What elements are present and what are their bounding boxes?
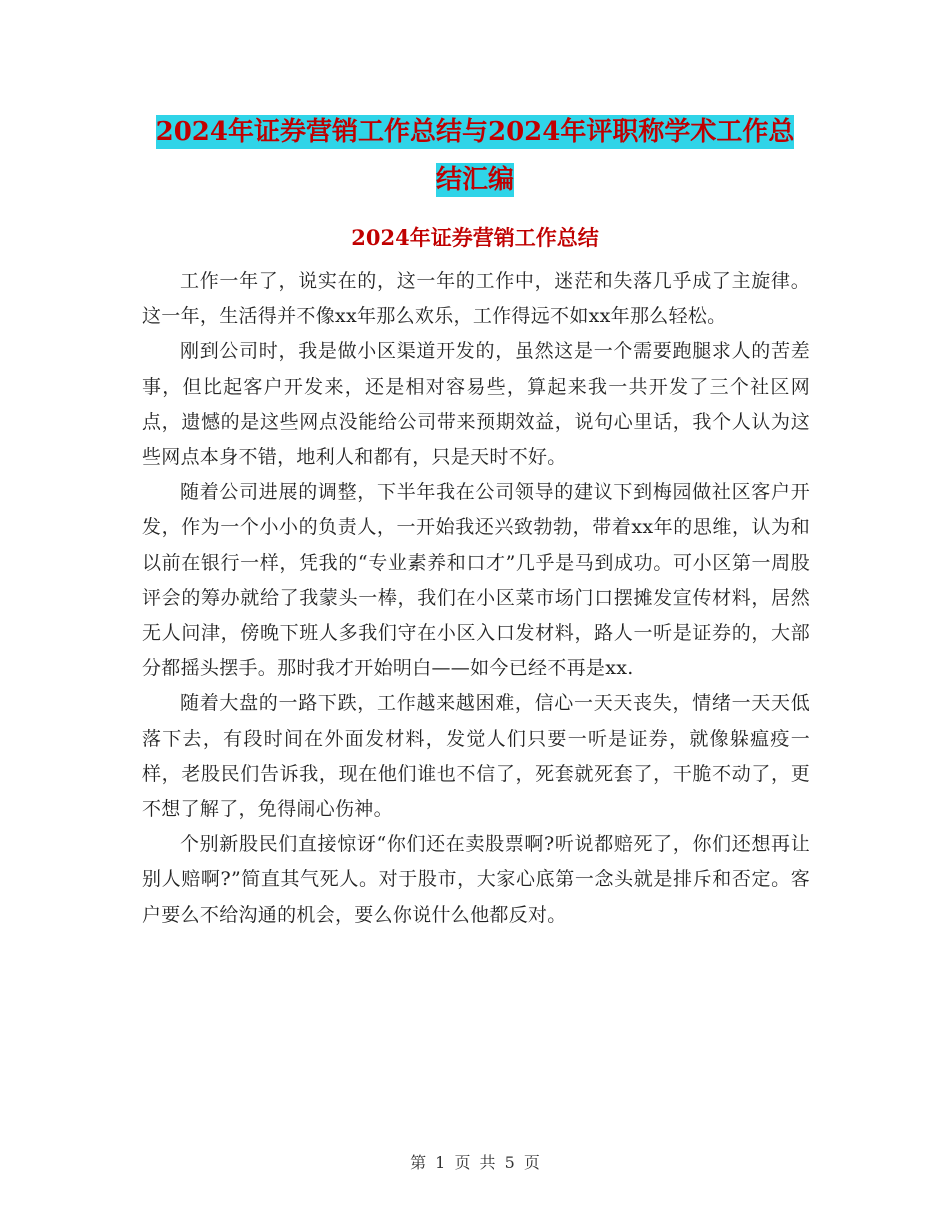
paragraph: 随着大盘的一路下跌，工作越来越困难，信心一天天丧失，情绪一天天低落下去，有段时间在外面发材料，发觉人们只要一听是证券，就像躲瘟疫一样，老股民们告诉我，现在他们谁也不信了，死套就死套了，干脆不动了，更不想了解了，免得闹心伤神。 <box>142 692 810 821</box>
paragraph: 工作一年了，说实在的，这一年的工作中，迷茫和失落几乎成了主旋律。这一年，生活得并不像xx年那么欢乐，工作得远不如xx年那么轻松。 <box>142 270 810 328</box>
document-title <box>140 108 810 204</box>
title-line-2: 结汇编 <box>435 165 514 195</box>
paragraph: 个别新股民们直接惊讶“你们还在卖股票啊?听说都赔死了，你们还想再让别人赔啊?”简直其气死人。对于股市，大家心底第一念头就是排斥和否定。客户要么不给沟通的机会，要么你说什么他都反对。 <box>142 833 810 926</box>
body-text <box>142 264 810 933</box>
title-line-1: 2024年证券营销工作总结与2024年评职称学术工作总 <box>155 117 795 147</box>
paragraph: 刚到公司时，我是做小区渠道开发的，虽然这是一个需要跑腿求人的苦差事，但比起客户开发来，还是相对容易些，算起来我一共开发了三个社区网点，遗憾的是这些网点没能给公司带来预期效益，说句心里话，我个人认为这些网点本身不错，地利人和都有，只是天时不好。 <box>142 340 810 469</box>
paragraph: 随着公司进展的调整，下半年我在公司领导的建议下到梅园做社区客户开发，作为一个小小的负责人，一开始我还兴致勃勃，带着xx年的思维，认为和以前在银行一样，凭我的“专业素养和口才”几乎是马到成功。可小区第一周股评会的筹办就给了我蒙头一棒，我们在小区菜市场门口摆摊发宣传材料，居然无人问津，傍晚下班人多我们守在小区入口发材料，路人一听是证券的，大部分都摇头摆手。那时我才开始明白——如今已经不再是xx. <box>142 481 810 680</box>
page-footer: 第 1 页 共 5 页 <box>410 1153 540 1172</box>
section-title: 2024年证券营销工作总结 <box>351 225 599 250</box>
